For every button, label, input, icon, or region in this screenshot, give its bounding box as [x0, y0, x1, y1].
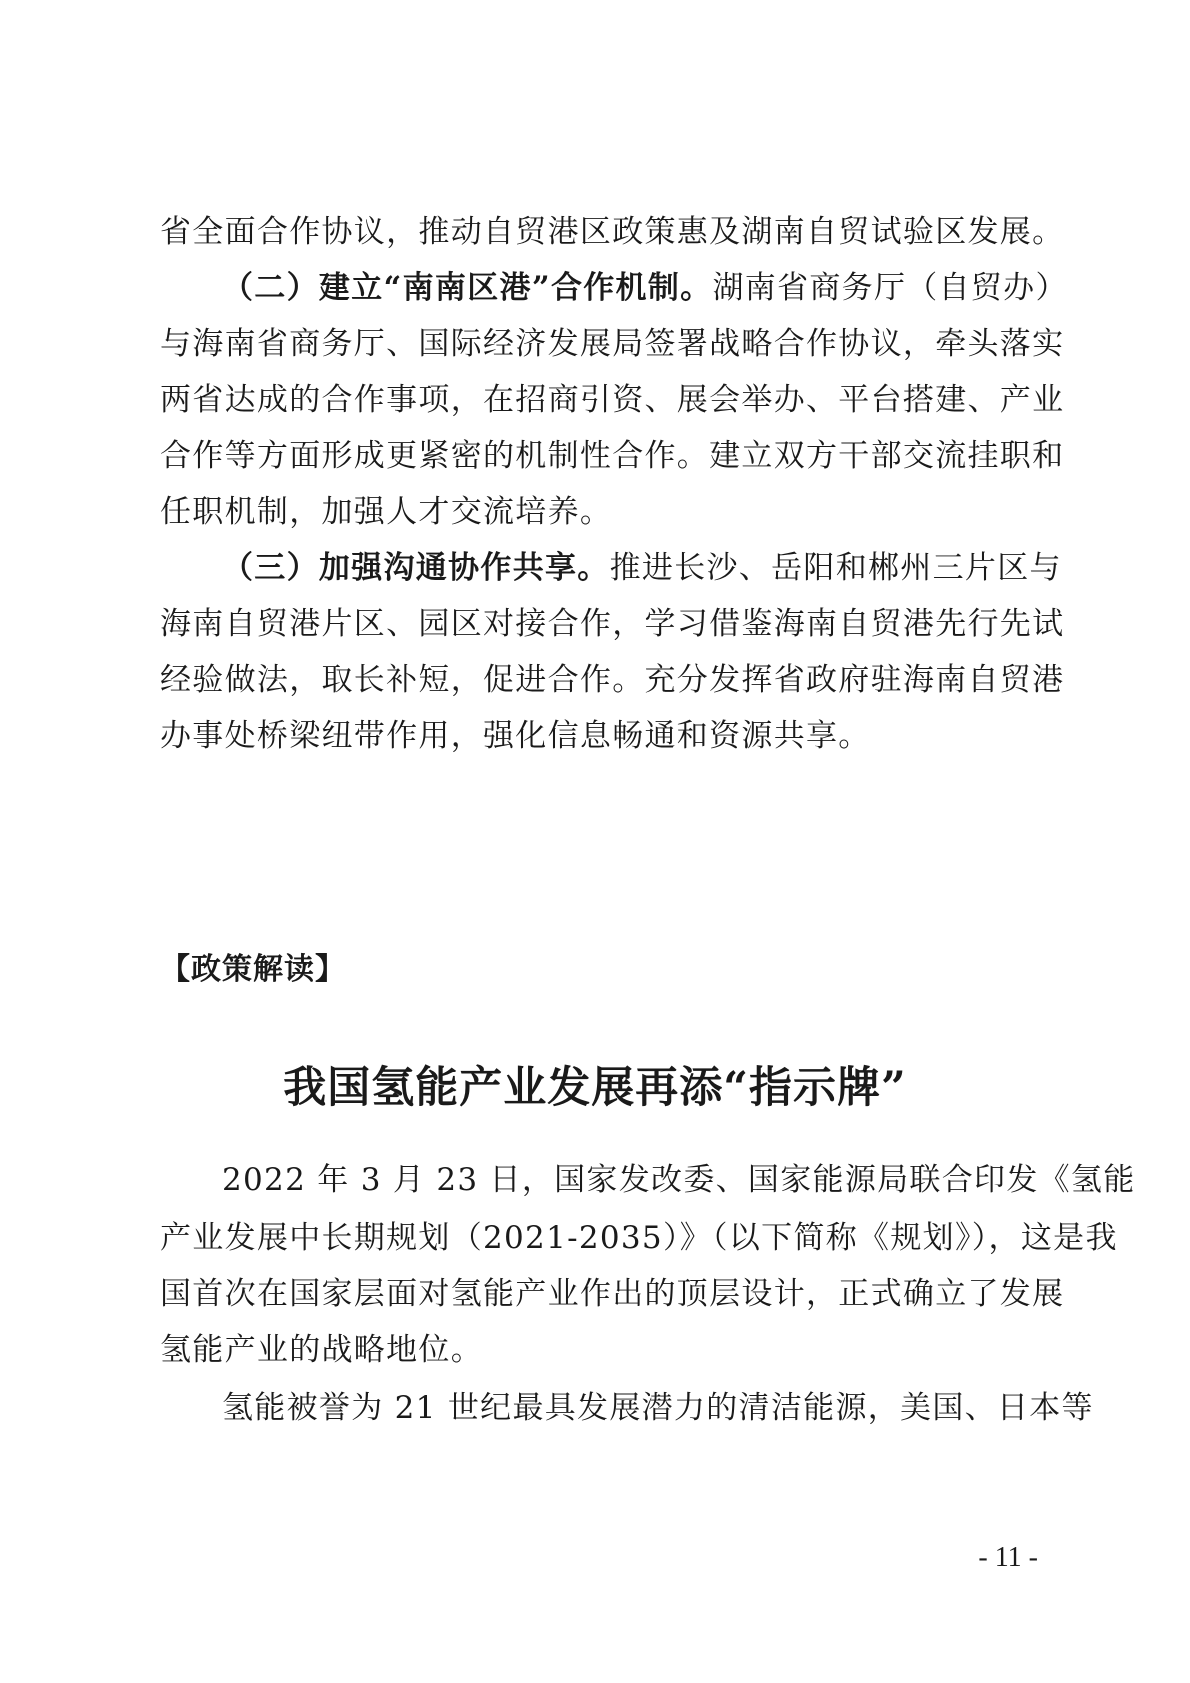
section-two-heading: （二）建立“南南区港”合作机制。: [222, 270, 713, 306]
body-text-line: 两省达成的合作事项，在招商引资、展会举办、平台搭建、产业: [160, 382, 1065, 418]
body-text-line: 经验做法，取长补短，促进合作。充分发挥省政府驻海南自贸港: [160, 662, 1065, 698]
body-text-line: 办事处桥梁纽带作用，强化信息畅通和资源共享。: [160, 718, 871, 754]
body-text-line: 与海南省商务厅、国际经济发展局签署战略合作协议，牵头落实: [160, 326, 1065, 362]
body-text-line: 氢能产业的战略地位。: [160, 1332, 483, 1368]
page-number: - 11 -: [978, 1542, 1038, 1573]
body-text-line: 任职机制，加强人才交流培养。: [160, 494, 613, 530]
body-text-line: 海南自贸港片区、园区对接合作，学习借鉴海南自贸港先行先试: [160, 606, 1065, 642]
section-three-first-line: [222, 548, 1062, 588]
body-text-line: 国首次在国家层面对氢能产业作出的顶层设计，正式确立了发展: [160, 1276, 1065, 1312]
article-title: 我国氢能产业发展再添“指示牌”: [283, 1063, 907, 1113]
section-two-first-line: [222, 268, 1068, 308]
article-paragraph-first-line: 2022 年 3 月 23 日，国家发改委、国家能源局联合印发《氢能: [222, 1162, 1136, 1198]
body-text-line: 省全面合作协议，推动自贸港区政策惠及湖南自贸试验区发展。: [160, 214, 1065, 250]
body-text-line: 产业发展中长期规划（2021-2035）》（以下简称《规划》），这是我: [160, 1220, 1118, 1256]
section-three-text: 推进长沙、岳阳和郴州三片区与: [609, 550, 1062, 586]
section-two-text: 湖南省商务厅（自贸办）: [712, 270, 1068, 306]
body-text-line: 合作等方面形成更紧密的机制性合作。建立双方干部交流挂职和: [160, 438, 1065, 474]
policy-interpretation-tag: 【政策解读】: [160, 952, 346, 987]
section-three-heading: （三）加强沟通协作共享。: [222, 550, 610, 586]
article-paragraph-first-line: 氢能被誉为 21 世纪最具发展潜力的清洁能源，美国、日本等: [222, 1390, 1094, 1426]
